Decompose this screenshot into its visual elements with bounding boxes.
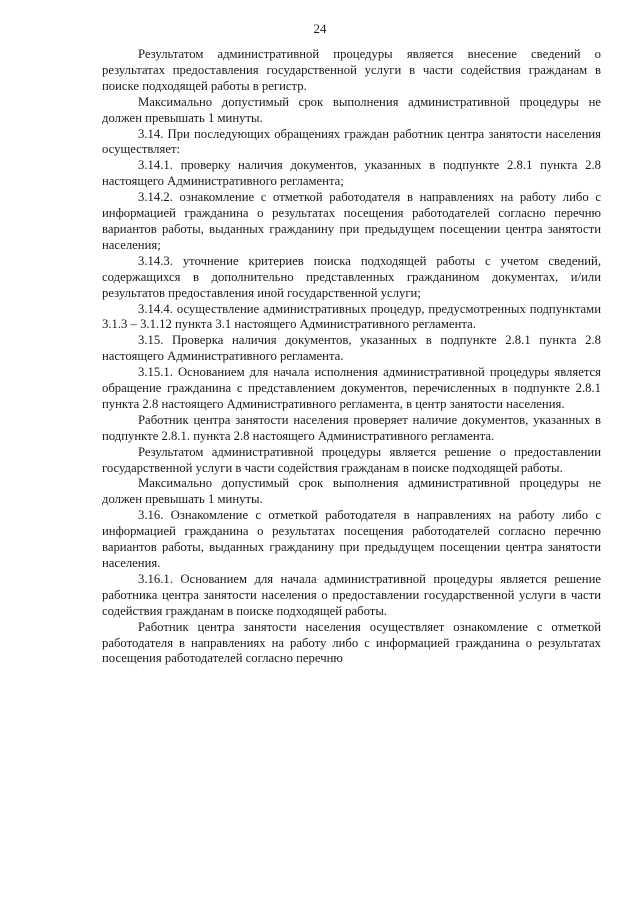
paragraph: Результатом административной процедуры является решение о предоставлении государственной услуги в части содействия гражданам в поиске подходящей работы. (102, 444, 601, 475)
paragraph: Максимально допустимый срок выполнения административной процедуры не должен превышать 1 минуты. (102, 94, 601, 125)
page-number: 24 (313, 21, 327, 36)
paragraph: 3.14.2. ознакомление с отметкой работодателя в направлениях на работу либо с информацией гражданина о результатах посещения работодателей согласно перечню вариантов работы, выданных гражданину при предыдущем посещении центра занятости населения; (102, 190, 601, 252)
paragraph: 3.15.1. Основанием для начала исполнения административной процедуры является обращение гражданина с представлением документов, перечисленных в подпункте 2.8.1 пункта 2.8 настоящего Административного регламента, в центр занятости населения. (102, 365, 601, 411)
paragraph: Работник центра занятости населения осуществляет ознакомление с отметкой работодателя в направлениях на работу либо с информацией гражданина о результатах посещения работодателей согласно перечню (102, 619, 601, 666)
paragraph: 3.14. При последующих обращениях граждан работник центра занятости населения осуществляет: (102, 126, 601, 157)
paragraph: Работник центра занятости населения проверяет наличие документов, указанных в подпункте 2.8.1. пункта 2.8 настоящего Административного регламента. (102, 412, 601, 443)
paragraph: Результатом административной процедуры является внесение сведений о результатах предоставления государственной услуги в части содействия гражданам в поиске подходящей работы в регистр. (102, 47, 601, 93)
paragraph: 3.15. Проверка наличия документов, указанных в подпункте 2.8.1 пункта 2.8 настоящего Административного регламента. (102, 333, 601, 364)
paragraph: 3.14.1. проверку наличия документов, указанных в подпункте 2.8.1 пункта 2.8 настоящего Административного регламента; (102, 158, 601, 189)
document-body (102, 47, 601, 667)
paragraph: 3.16. Ознакомление с отметкой работодателя в направлениях на работу либо с информацией гражданина о результатах посещения работодателей согласно перечню вариантов работы, выданных гражданину при предыдущем посещении центра занятости населения. (102, 508, 601, 570)
paragraph: 3.14.3. уточнение критериев поиска подходящей работы с учетом сведений, содержащихся в дополнительно представленных гражданином документах, и/или результатов предоставления иной государственной услуги; (102, 253, 601, 300)
paragraph: 3.16.1. Основанием для начала административной процедуры является решение работника центра занятости населения о предоставлении государственной услуги в части содействия гражданам в поиске подходящей работы. (102, 571, 601, 618)
paragraph: Максимально допустимый срок выполнения административной процедуры не должен превышать 1 минуты. (102, 476, 601, 507)
paragraph: 3.14.4. осуществление административных процедур, предусмотренных подпунктами 3.1.3 – 3.1.12 пункта 3.1 настоящего Административного регламента. (102, 301, 601, 332)
